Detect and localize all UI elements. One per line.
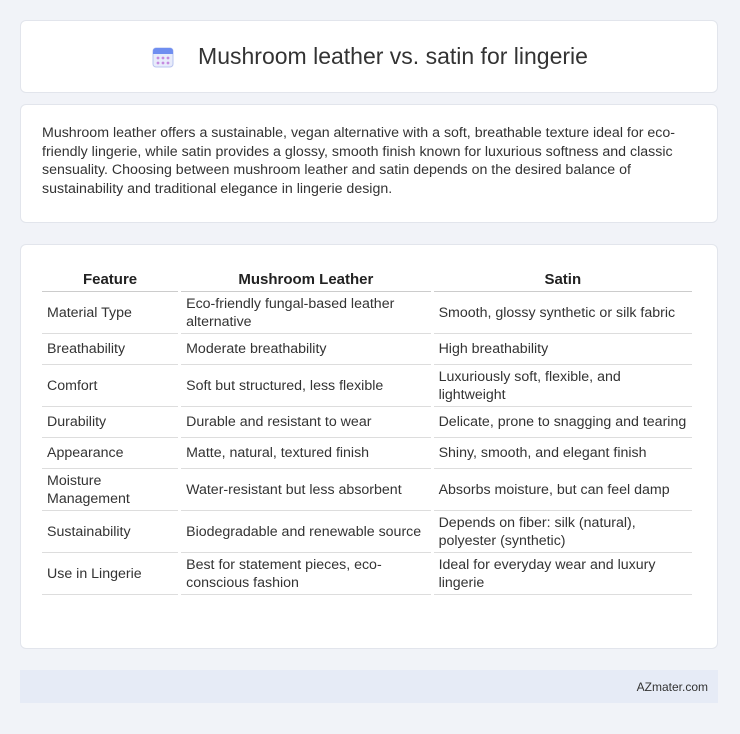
- table-row: [42, 438, 692, 469]
- title-card: [20, 20, 718, 93]
- feature-cell: Use in Lingerie: [42, 553, 178, 595]
- mushroom-leather-cell: Biodegradable and renewable source: [181, 511, 430, 553]
- footer-bar: [20, 670, 718, 703]
- table-row: [42, 292, 692, 334]
- satin-cell: Luxuriously soft, flexible, and lightweight: [434, 365, 692, 407]
- table-row: [42, 511, 692, 553]
- table-row: [42, 469, 692, 511]
- satin-cell: Shiny, smooth, and elegant finish: [434, 438, 692, 469]
- calendar-icon: [150, 44, 176, 70]
- mushroom-leather-cell: Water-resistant but less absorbent: [181, 469, 430, 511]
- header-mushroom-leather: Mushroom Leather: [181, 265, 430, 292]
- satin-cell: Smooth, glossy synthetic or silk fabric: [434, 292, 692, 334]
- satin-cell: Delicate, prone to snagging and tearing: [434, 407, 692, 438]
- mushroom-leather-cell: Best for statement pieces, eco-conscious fashion: [181, 553, 430, 595]
- feature-cell: Breathability: [42, 334, 178, 365]
- feature-cell: Moisture Management: [42, 469, 178, 511]
- summary-text: Mushroom leather offers a sustainable, vegan alternative with a soft, breathable texture ideal for eco-friendly lingerie, while satin provides a glossy, smooth finish known for luxurious softness and classic sensuality. Choosing between mushroom leather and satin depends on the desired balance of sustainability and traditional elegance in lingerie design.: [42, 125, 676, 197]
- table-row: [42, 334, 692, 365]
- feature-cell: Sustainability: [42, 511, 178, 553]
- satin-cell: High breathability: [434, 334, 692, 365]
- table-row: [42, 365, 692, 407]
- comparison-table: [39, 265, 695, 595]
- table-header-row: [42, 265, 692, 292]
- summary-card: [20, 104, 718, 223]
- satin-cell: Ideal for everyday wear and luxury lingerie: [434, 553, 692, 595]
- header-satin: Satin: [434, 265, 692, 292]
- header-feature: Feature: [42, 265, 178, 292]
- satin-cell: Depends on fiber: silk (natural), polyester (synthetic): [434, 511, 692, 553]
- page-title: Mushroom leather vs. satin for lingerie: [198, 43, 588, 69]
- feature-cell: Material Type: [42, 292, 178, 334]
- feature-cell: Appearance: [42, 438, 178, 469]
- mushroom-leather-cell: Soft but structured, less flexible: [181, 365, 430, 407]
- mushroom-leather-cell: Durable and resistant to wear: [181, 407, 430, 438]
- comparison-table-card: [20, 244, 718, 649]
- feature-cell: Comfort: [42, 365, 178, 407]
- table-row: [42, 407, 692, 438]
- footer-brand: AZmater.com: [636, 679, 708, 694]
- feature-cell: Durability: [42, 407, 178, 438]
- mushroom-leather-cell: Moderate breathability: [181, 334, 430, 365]
- satin-cell: Absorbs moisture, but can feel damp: [434, 469, 692, 511]
- mushroom-leather-cell: Eco-friendly fungal-based leather alternative: [181, 292, 430, 334]
- table-row: [42, 553, 692, 595]
- mushroom-leather-cell: Matte, natural, textured finish: [181, 438, 430, 469]
